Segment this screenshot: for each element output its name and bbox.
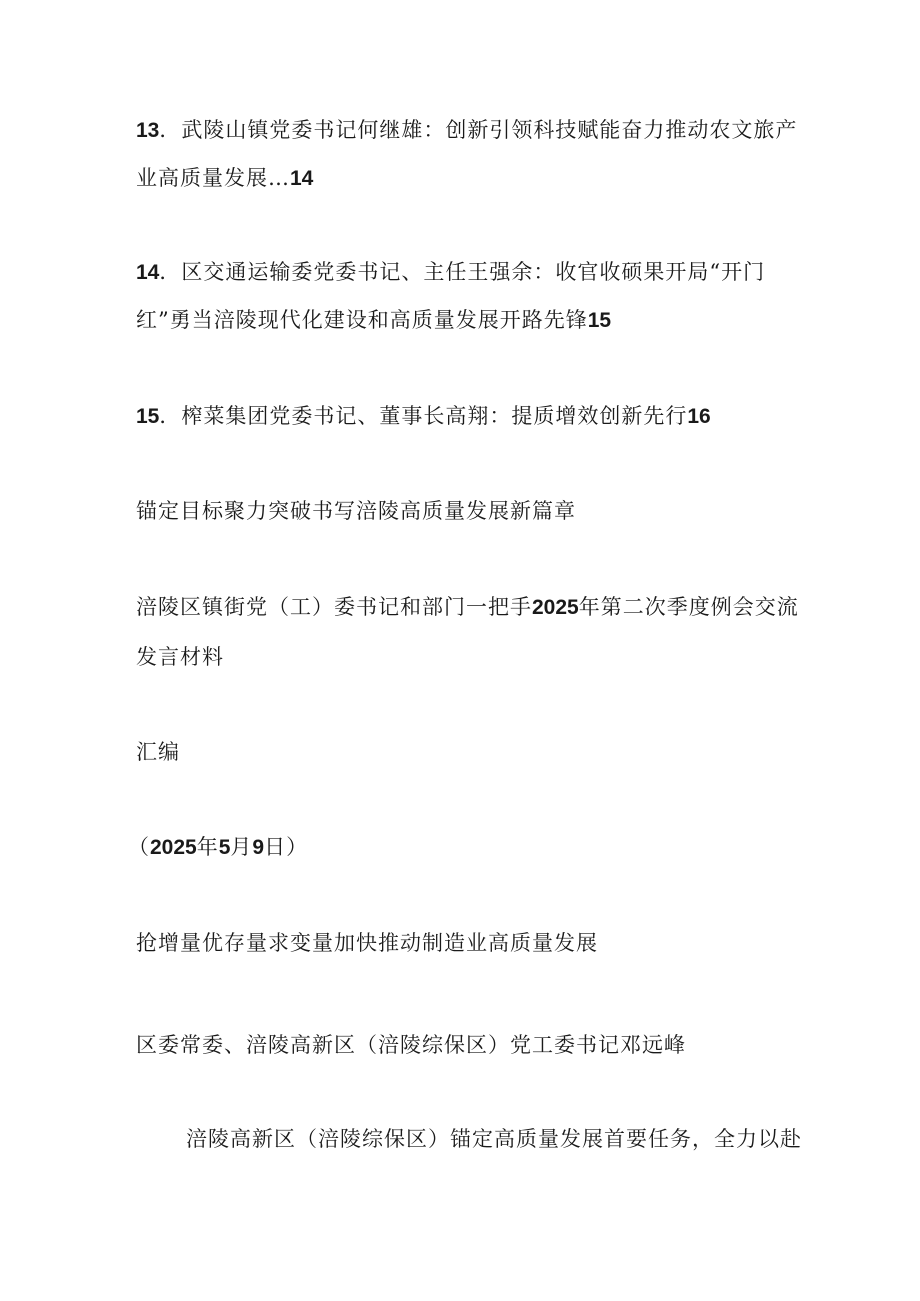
toc-entry-title-cont: 业高质量发展… <box>136 166 290 190</box>
article-body-paragraph: 涪陵高新区（涪陵综保区）锚定高质量发展首要任务，全力以赴 <box>186 1127 802 1151</box>
toc-entry-15[interactable] <box>136 402 711 431</box>
toc-entry-title: 武陵山镇党委书记何继雄：创新引领科技赋能奋力推动农文旅产 <box>181 118 798 142</box>
cover-date: （2025年5月9日） <box>128 835 309 859</box>
toc-separator: ． <box>159 404 182 428</box>
toc-entry-title-cont: 红”勇当涪陵现代化建设和高质量发展开路先锋 <box>136 308 588 332</box>
cover-compilation: 汇编 <box>136 740 180 764</box>
toc-entry-13-line2[interactable] <box>136 164 313 193</box>
toc-entry-title: 区交通运输委党委书记、主任王强余：收官收硕果开局“开门 <box>181 260 766 284</box>
toc-number: 13 <box>136 119 160 142</box>
toc-separator: ． <box>159 118 182 142</box>
toc-entry-13-line1[interactable] <box>136 116 797 145</box>
article-author: 区委常委、涪陵高新区（涪陵综保区）党工委书记邓远峰 <box>136 1033 686 1057</box>
toc-number: 14 <box>136 261 160 284</box>
article-title: 抢增量优存量求变量加快推动制造业高质量发展 <box>136 931 598 955</box>
cover-headline: 锚定目标聚力突破书写涪陵高质量发展新篇章 <box>136 499 576 523</box>
toc-entry-14-line1[interactable] <box>136 258 765 287</box>
toc-page-number: 15 <box>587 309 612 332</box>
toc-entry-14-line2[interactable] <box>136 306 611 335</box>
cover-subtitle-line2: 发言材料 <box>136 645 224 669</box>
toc-page-number: 16 <box>687 405 711 428</box>
cover-subtitle-line1: 涪陵区镇街党（工）委书记和部门一把手2025年第二次季度例会交流 <box>136 595 799 619</box>
toc-separator: ． <box>159 260 182 284</box>
toc-number: 15 <box>136 405 160 428</box>
toc-page-number: 14 <box>290 167 314 190</box>
toc-entry-title: 榨菜集团党委书记、董事长高翔：提质增效创新先行 <box>181 404 688 428</box>
